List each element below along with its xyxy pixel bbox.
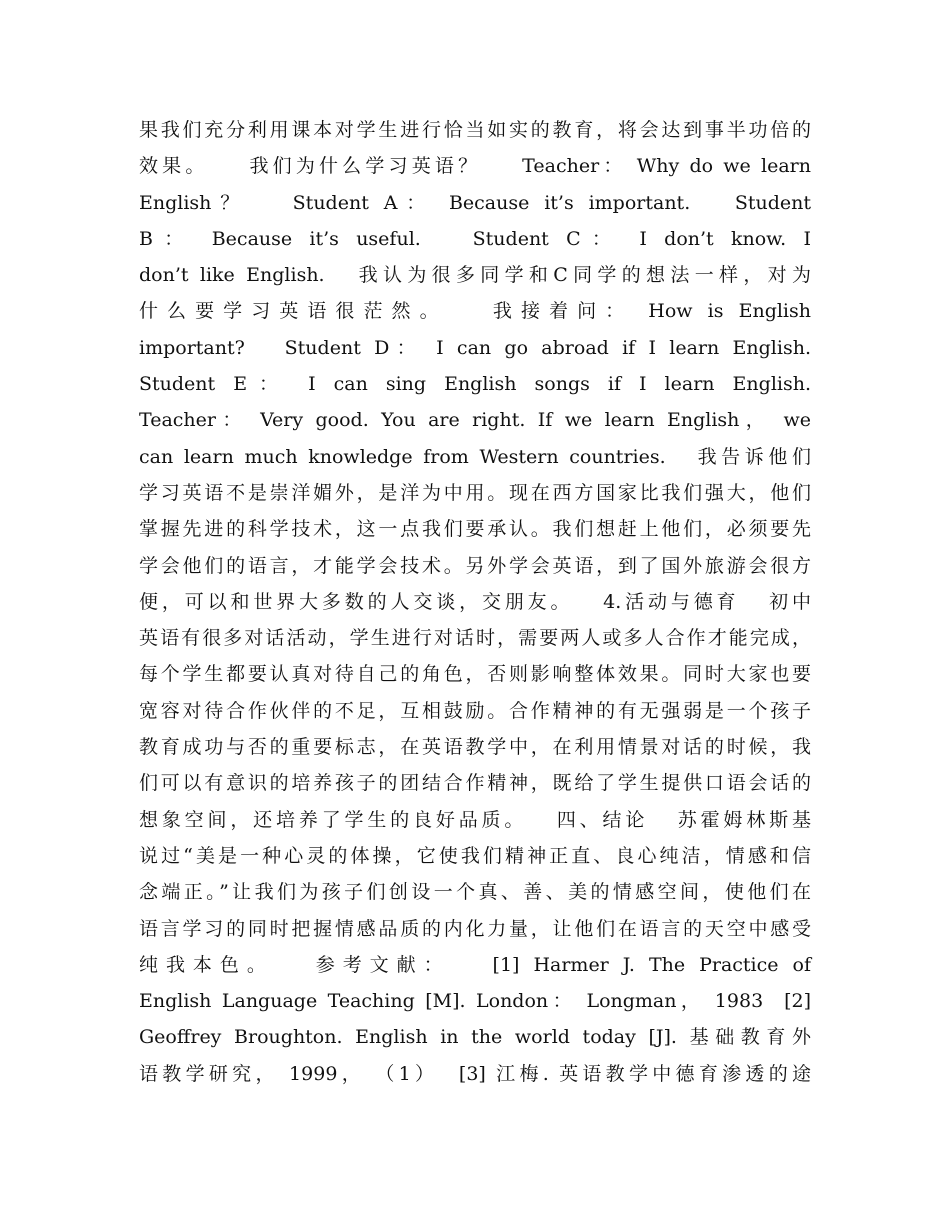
text-line-10: can learn much knowledge from Western countries. 我告诉他们 [139,445,811,468]
text-line-2: 效果。 我们为什么学习英语？ Teacher： Why do we learn [139,155,811,178]
text-line-22: 念端正。”让我们为孩子们创设一个真、善、美的情感空间，使他们在 [139,881,811,904]
text-line-24: 纯我本色。 参考文献： [1] Harmer J. The Practice of [139,953,811,976]
text-line-3: English？ Student A： Because it’s important. Student [139,191,811,214]
text-line-6: 什么要学习英语很茫然。 我接着问： How is English [139,300,811,323]
text-line-11: 学习英语不是崇洋媚外，是洋为中用。现在西方国家比我们强大，他们 [139,481,811,504]
text-line-26: Geoffrey Broughton. English in the world today [J]. 基础教育外 [139,1026,811,1049]
text-line-12: 掌握先进的科学技术，这一点我们要承认。我们想赶上他们，必须要先 [139,518,811,541]
text-line-27: 语教学研究， 1999， （1） [3] 江梅. 英语教学中德育渗透的途 [139,1062,811,1085]
text-line-18: 教育成功与否的重要标志，在英语教学中，在利用情景对话的时候，我 [139,736,811,759]
text-line-8: Student E： I can sing English songs if I learn English. [139,373,811,396]
text-line-5: don’t like English. 我认为很多同学和C同学的想法一样，对为 [139,264,811,287]
text-line-19: 们可以有意识的培养孩子的团结合作精神，既给了学生提供口语会话的 [139,772,811,795]
text-line-1: 果我们充分利用课本对学生进行恰当如实的教育，将会达到事半功倍的 [139,119,811,141]
text-line-7: important? Student D： I can go abroad if I learn English. [139,336,811,359]
text-line-16: 每个学生都要认真对待自己的角色，否则影响整体效果。同时大家也要 [139,663,811,686]
text-line-17: 宽容对待合作伙伴的不足，互相鼓励。合作精神的有无强弱是一个孩子 [139,699,811,722]
text-line-4: B： Because it’s useful. Student C： I don’t know. I [139,227,811,250]
text-line-20: 想象空间，还培养了学生的良好品质。 四、结论 苏霍姆林斯基 [139,808,811,831]
body-text [139,112,811,1092]
text-line-23: 语言学习的同时把握情感品质的内化力量，让他们在语言的天空中感受 [139,917,811,940]
text-line-9: Teacher： Very good. You are right. If we learn English， we [139,409,811,432]
text-line-15: 英语有很多对话活动，学生进行对话时，需要两人或多人合作才能完成， [139,627,811,650]
text-line-21: 说过“美是一种心灵的体操，它使我们精神正直、良心纯洁，情感和信 [139,844,811,867]
text-line-13: 学会他们的语言，才能学会技术。另外学会英语，到了国外旅游会很方 [139,554,811,577]
text-line-14: 便，可以和世界大多数的人交谈，交朋友。 4.活动与德育 初中 [139,590,811,613]
text-line-25: English Language Teaching [M]. London： Longman， 1983 [2] [139,990,811,1013]
